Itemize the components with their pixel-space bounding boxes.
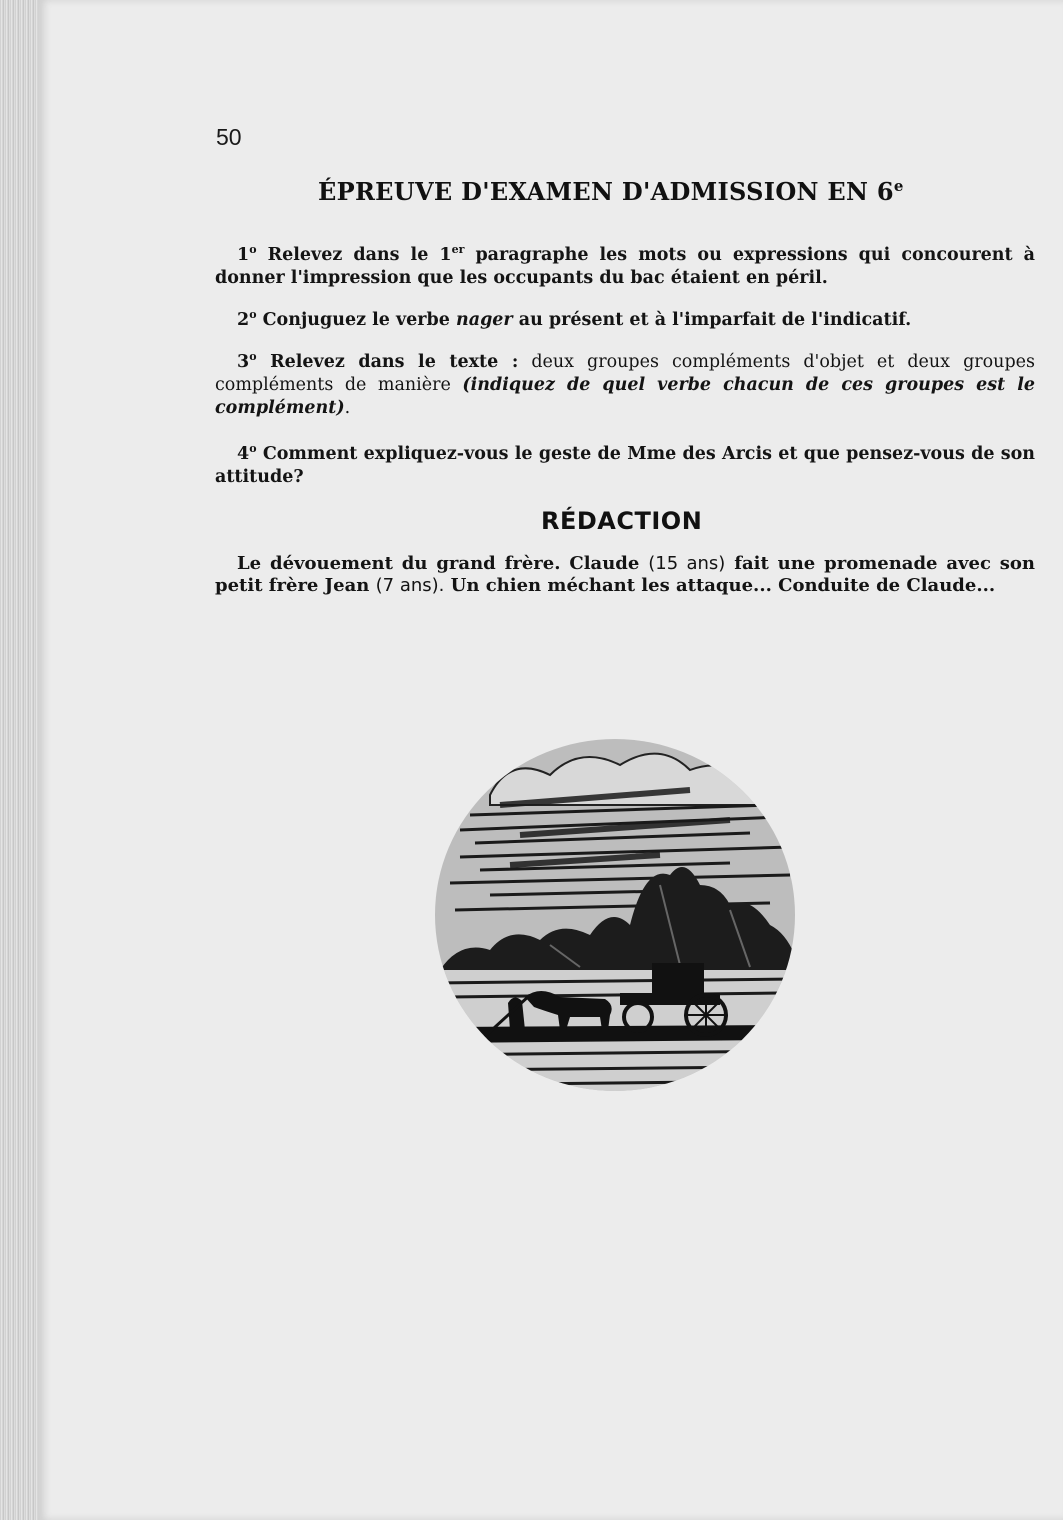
book-page-edges [0,0,38,1520]
question-text: Conjuguez le verbe nager au présent et à l'imparfait de l'indicatif. [262,309,912,330]
page-number: 50 [216,124,242,150]
heading-text: ÉPREUVE D'EXAMEN D'ADMISSION EN 6 [318,177,894,206]
question-number: 3$^o$ [237,350,257,372]
question-number: 2$^o$ [237,308,257,330]
question-text: Relevez dans le 1er paragraphe les mots ou expressions qui concourent à donner l'impression que les occupants du bac étaient en péril. [215,243,1035,288]
question-text: Comment expliquez-vous le geste de Mme des Arcis et que pensez-vous de son attitude? [215,443,1035,487]
redaction-prompt: Le dévouement du grand frère. Claude (15 ans) fait une promenade avec son petit frère Jean (7 ans). Un chien méchant les attaque... Conduite de Claude... [215,553,1036,596]
question-text: Relevez dans le texte : deux groupes compléments d'objet et deux groupes compléments de manière (indiquez de quel verbe chacun de ces groupes est le complément). [215,351,1035,418]
question-1 [215,238,1035,290]
question-3 [215,345,1035,420]
ferry-with-horse-carriage-illustration [430,735,800,1095]
question-number: 1$^o$ [237,243,257,265]
page-heading [318,177,1018,206]
redaction-heading: RÉDACTION [541,507,703,535]
question-number: 4$^o$ [237,442,257,464]
question-4 [215,437,1035,489]
question-2 [215,303,1035,332]
heading-superscript: e [893,177,904,195]
